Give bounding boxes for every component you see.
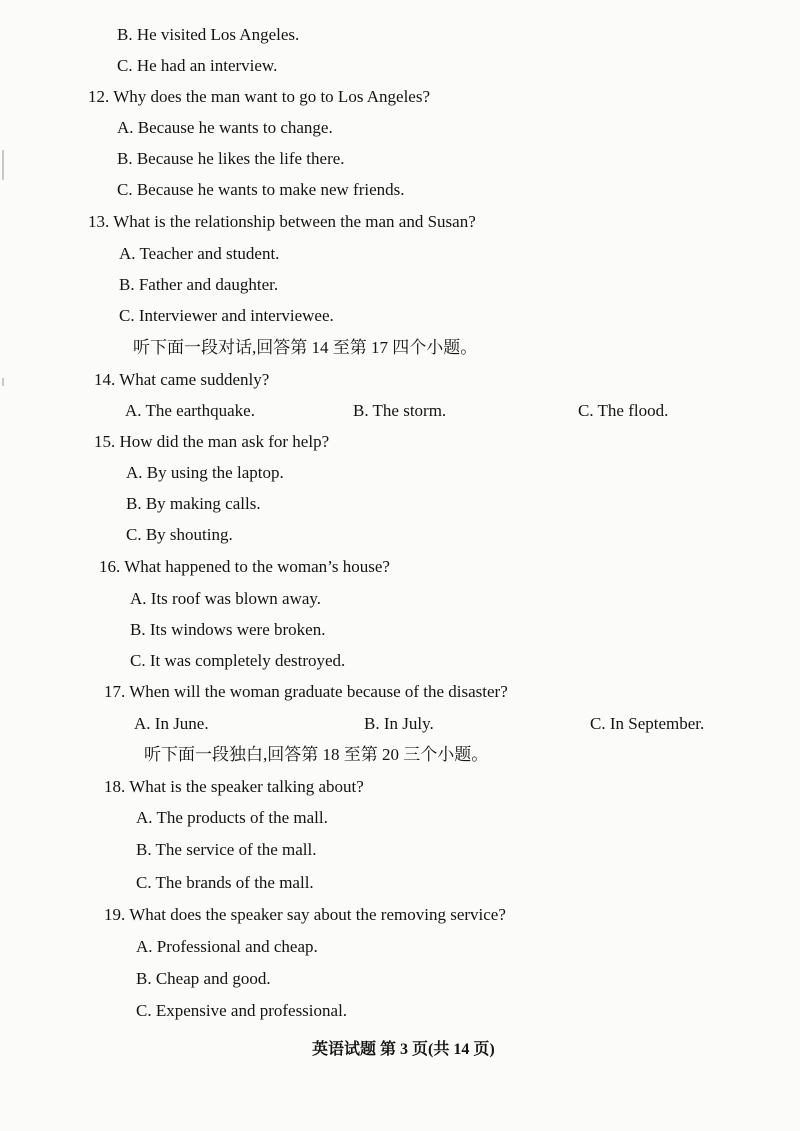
- scan-mark: [2, 150, 4, 180]
- q14-option-a: A. The earthquake.: [125, 401, 255, 420]
- q12-stem: 12. Why does the man want to go to Los Angeles?: [88, 87, 430, 106]
- q16-stem: 16. What happened to the woman’s house?: [99, 557, 390, 576]
- q15-stem: 15. How did the man ask for help?: [94, 432, 330, 451]
- q13-option-a: A. Teacher and student.: [119, 244, 280, 263]
- q16-option-a: A. Its roof was blown away.: [130, 589, 322, 608]
- q18-option-c: C. The brands of the mall.: [136, 873, 314, 892]
- q14-option-b: B. The storm.: [353, 401, 447, 420]
- q12-option-c: C. Because he wants to make new friends.: [117, 180, 405, 199]
- q11-option-c: C. He had an interview.: [117, 56, 278, 75]
- q19-option-a: A. Professional and cheap.: [136, 937, 318, 956]
- q11-option-b: B. He visited Los Angeles.: [117, 25, 300, 44]
- q19-option-c: C. Expensive and professional.: [136, 1001, 348, 1020]
- q19-stem: 19. What does the speaker say about the removing service?: [104, 905, 506, 924]
- q12-option-b: B. Because he likes the life there.: [117, 149, 345, 168]
- q15-option-a: A. By using the laptop.: [126, 463, 284, 482]
- q12-option-a: A. Because he wants to change.: [117, 118, 333, 137]
- q18-stem: 18. What is the speaker talking about?: [104, 777, 364, 796]
- q14-option-c: C. The flood.: [578, 401, 669, 420]
- q17-option-c: C. In September.: [590, 714, 705, 733]
- q17-option-a: A. In June.: [134, 714, 209, 733]
- q17-stem: 17. When will the woman graduate because of the disaster?: [104, 682, 508, 701]
- q16-option-c: C. It was completely destroyed.: [130, 651, 346, 670]
- q13-option-c: C. Interviewer and interviewee.: [119, 306, 334, 325]
- scan-mark: [2, 378, 4, 386]
- q14-stem: 14. What came suddenly?: [94, 370, 270, 389]
- q19-option-b: B. Cheap and good.: [136, 969, 271, 988]
- instruction-18-20: 听下面一段独白,回答第 18 至第 20 三个小题。: [144, 745, 489, 764]
- q17-option-b: B. In July.: [364, 714, 434, 733]
- q15-option-c: C. By shouting.: [126, 525, 233, 544]
- q18-option-a: A. The products of the mall.: [136, 808, 328, 827]
- q13-option-b: B. Father and daughter.: [119, 275, 279, 294]
- q16-option-b: B. Its windows were broken.: [130, 620, 326, 639]
- q18-option-b: B. The service of the mall.: [136, 840, 317, 859]
- q15-option-b: B. By making calls.: [126, 494, 261, 513]
- instruction-14-17: 听下面一段对话,回答第 14 至第 17 四个小题。: [133, 338, 478, 357]
- page-footer: 英语试题 第 3 页(共 14 页): [312, 1041, 495, 1058]
- q13-stem: 13. What is the relationship between the man and Susan?: [88, 212, 476, 231]
